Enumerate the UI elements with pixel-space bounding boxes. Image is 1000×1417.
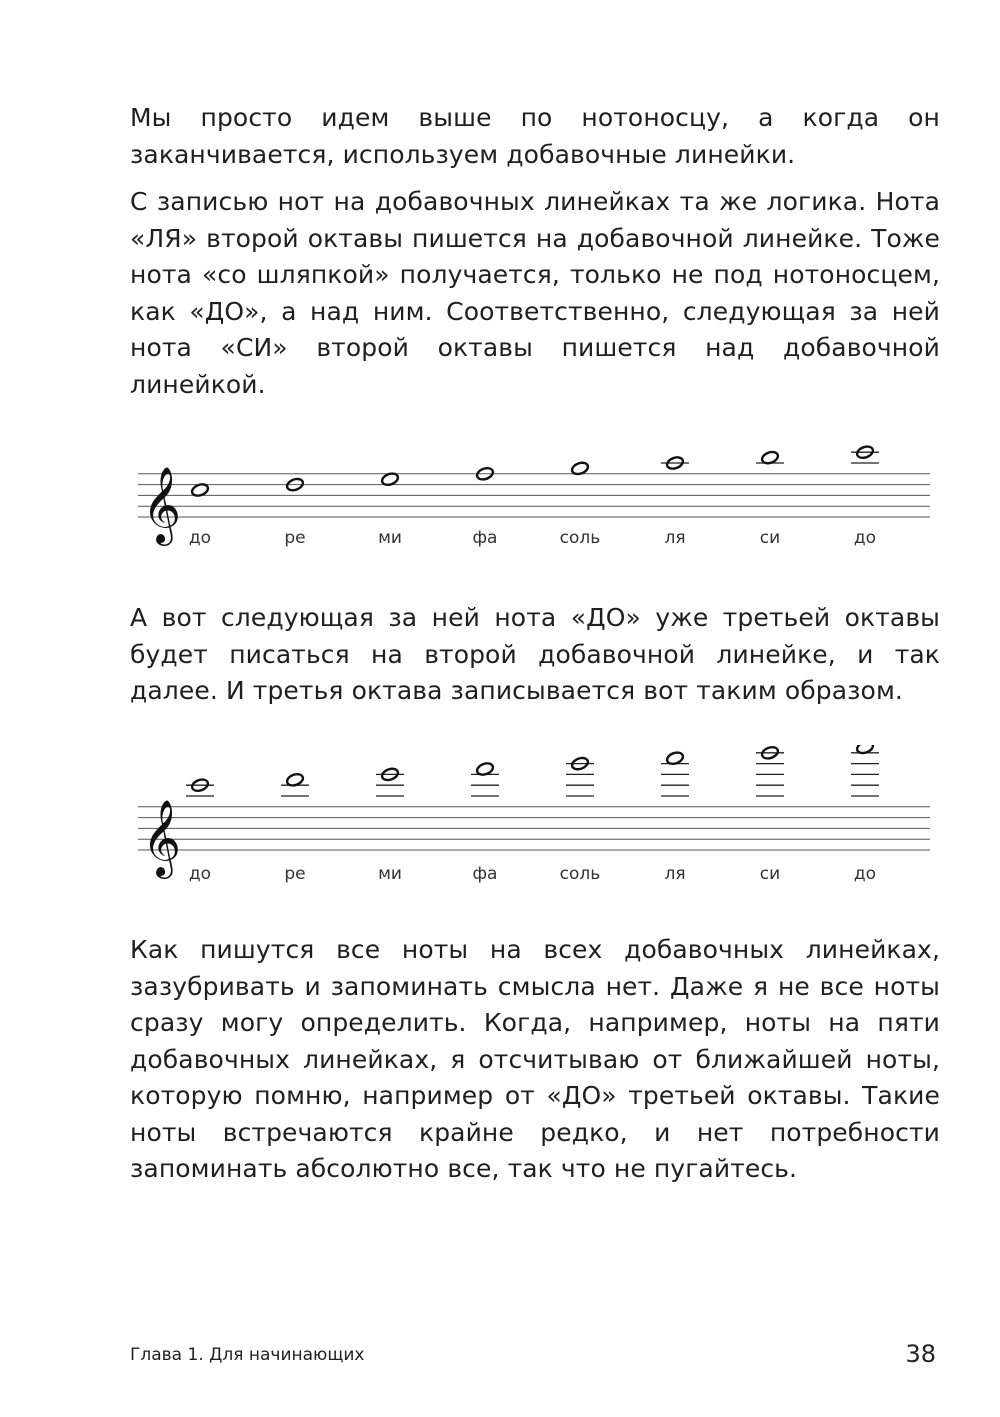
paragraph-1: Мы просто идем выше по нотоносцу, а когда он заканчивается, используем добавочные линейки. [130,103,940,169]
note [471,761,499,796]
note [376,767,404,796]
page-number: 38 [905,1340,936,1368]
note-label: до [188,864,212,884]
music-staff-2 [130,745,940,890]
note-label: ре [284,864,306,884]
note [186,778,214,796]
note-label: до [188,528,212,548]
note [756,745,784,796]
note [281,772,309,796]
note-label: ля [664,864,686,884]
note [661,455,689,470]
note [661,751,689,796]
paragraph-2: С записью нот на добавочных линейках та же логика. Нота «ЛЯ» второй октавы пишется на добавочной линейке. Тоже нота «со шляпкой» получается, только не под нотоносцем, как «ДО», а над ним. Соответственно, следующая за ней нота «СИ» второй октавы пишется над добавочной линейкой. [130,187,940,399]
note [566,756,594,796]
staff-1-svg [130,435,940,555]
paragraph-3: А вот следующая за ней нота «ДО» уже третьей октавы будет писаться на второй добавочной линейке, и так далее. И третья октава записывается вот таким образом. [130,603,940,705]
chapter-footer: Глава 1. Для начинающих [130,1345,365,1365]
note-label: ля [664,528,686,548]
music-staff-1 [130,435,940,555]
note-label: до [853,528,877,548]
note-label: фа [472,528,498,548]
note [851,745,879,796]
staff-lines [138,807,930,850]
note-label: соль [559,528,601,548]
treble-clef-icon: 𝄞 [142,799,182,876]
note-label: фа [472,864,498,884]
note [851,445,879,463]
note-label: ре [284,528,306,548]
note [756,450,784,465]
treble-clef-icon: 𝄞 [142,466,182,543]
note-label: соль [559,864,601,884]
staff-lines [138,474,930,517]
paragraph-4: Как пишутся все ноты на всех добавочных линейках, зазубривать и запоминать смысла нет. Даже я не все ноты сразу могу определить. Когда, например, ноты на пяти добавочных линейках, я отсчитываю от ближайшей ноты, которую помню, например от «ДО» третьей октавы. Такие ноты встречаются крайне редко, и нет потребности запоминать абсолютно все, так что не пугайтесь. [130,935,940,1183]
note-label: ми [378,528,402,548]
whole-note-head [856,745,875,755]
note-label: до [853,864,877,884]
note-label: ми [378,864,402,884]
note-label: си [759,864,781,884]
staff-2-svg [130,745,940,890]
note-label: си [759,528,781,548]
